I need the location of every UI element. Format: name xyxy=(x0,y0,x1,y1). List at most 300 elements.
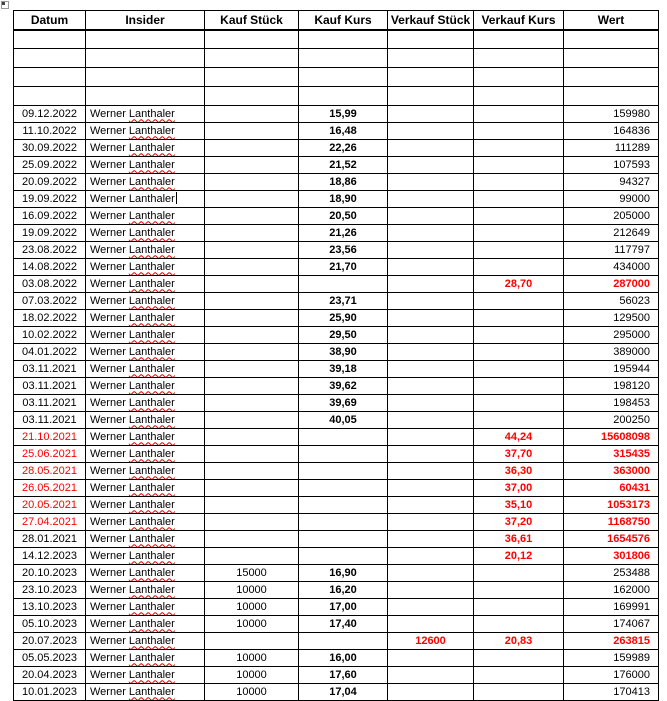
cell-insider[interactable] xyxy=(86,667,205,684)
cell-kauf-stueck[interactable] xyxy=(205,174,299,191)
cell-datum[interactable]: 10.01.2023 xyxy=(14,684,86,701)
cell-wert[interactable]: 200250 xyxy=(564,412,659,429)
cell-verkauf-kurs[interactable]: 20,83 xyxy=(474,633,564,650)
insider-first-name: Werner xyxy=(90,668,129,681)
cell-kauf-kurs[interactable] xyxy=(299,446,388,463)
cell-verkauf-stueck[interactable] xyxy=(388,650,474,667)
cell-wert[interactable]: 198120 xyxy=(564,378,659,395)
cell-insider[interactable] xyxy=(86,548,205,565)
cell-kauf-stueck[interactable] xyxy=(205,140,299,157)
cell-verkauf-stueck[interactable] xyxy=(388,276,474,293)
cell-wert[interactable]: 1168750 xyxy=(564,514,659,531)
cell-insider[interactable] xyxy=(86,106,205,123)
empty-cell-insider[interactable] xyxy=(86,87,205,106)
cell-datum[interactable]: 26.05.2021 xyxy=(14,480,86,497)
cell-verkauf-kurs[interactable]: 37,00 xyxy=(474,480,564,497)
cell-insider[interactable] xyxy=(86,361,205,378)
cell-verkauf-stueck[interactable] xyxy=(388,548,474,565)
cell-wert[interactable]: 1053173 xyxy=(564,497,659,514)
cell-insider[interactable] xyxy=(86,446,205,463)
cell-kauf-stueck[interactable] xyxy=(205,259,299,276)
cell-kauf-kurs[interactable]: 21,26 xyxy=(299,225,388,242)
cell-kauf-stueck[interactable] xyxy=(205,361,299,378)
insider-first-name: Werner xyxy=(90,124,129,137)
cell-verkauf-kurs[interactable] xyxy=(474,242,564,259)
cell-kauf-kurs[interactable]: 17,04 xyxy=(299,684,388,701)
cell-kauf-kurs[interactable] xyxy=(299,276,388,293)
cell-insider[interactable] xyxy=(86,242,205,259)
cell-kauf-kurs[interactable]: 39,18 xyxy=(299,361,388,378)
cell-verkauf-kurs[interactable]: 37,70 xyxy=(474,446,564,463)
cell-insider[interactable] xyxy=(86,650,205,667)
cell-insider[interactable] xyxy=(86,140,205,157)
cell-wert[interactable]: 169991 xyxy=(564,599,659,616)
cell-datum[interactable]: 21.10.2021 xyxy=(14,429,86,446)
cell-verkauf-kurs[interactable]: 36,61 xyxy=(474,531,564,548)
cell-insider[interactable] xyxy=(86,123,205,140)
column-header-wert[interactable]: Wert xyxy=(564,11,659,30)
cell-verkauf-kurs[interactable] xyxy=(474,344,564,361)
empty-cell-kauf_stueck[interactable] xyxy=(205,87,299,106)
cell-kauf-stueck[interactable] xyxy=(205,548,299,565)
cell-verkauf-kurs[interactable]: 36,30 xyxy=(474,463,564,480)
cell-kauf-kurs[interactable]: 39,69 xyxy=(299,395,388,412)
cell-datum[interactable]: 03.11.2021 xyxy=(14,412,86,429)
insider-trades-table xyxy=(13,10,659,701)
empty-cell-datum[interactable] xyxy=(14,87,86,106)
cell-verkauf-kurs[interactable] xyxy=(474,616,564,633)
cell-kauf-kurs[interactable]: 18,90 xyxy=(299,191,388,208)
cell-insider[interactable] xyxy=(86,191,205,208)
column-header-datum[interactable]: Datum xyxy=(14,11,86,30)
cell-kauf-kurs[interactable]: 15,99 xyxy=(299,106,388,123)
cell-insider[interactable] xyxy=(86,497,205,514)
cell-datum[interactable]: 03.11.2021 xyxy=(14,378,86,395)
cell-kauf-stueck[interactable]: 10000 xyxy=(205,684,299,701)
cell-insider[interactable] xyxy=(86,480,205,497)
cell-verkauf-kurs[interactable]: 20,12 xyxy=(474,548,564,565)
cell-kauf-stueck[interactable] xyxy=(205,395,299,412)
empty-cell-verkauf_kurs[interactable] xyxy=(474,30,564,49)
cell-kauf-kurs[interactable]: 21,52 xyxy=(299,157,388,174)
cell-insider[interactable] xyxy=(86,616,205,633)
cell-kauf-kurs[interactable]: 38,90 xyxy=(299,344,388,361)
table-row xyxy=(14,616,659,633)
cell-kauf-stueck[interactable] xyxy=(205,378,299,395)
cell-kauf-stueck[interactable] xyxy=(205,412,299,429)
cell-wert[interactable]: 315435 xyxy=(564,446,659,463)
empty-cell-insider[interactable] xyxy=(86,49,205,68)
cell-datum[interactable]: 25.09.2022 xyxy=(14,157,86,174)
cell-kauf-kurs[interactable]: 17,40 xyxy=(299,616,388,633)
cell-insider[interactable] xyxy=(86,327,205,344)
cell-verkauf-stueck[interactable] xyxy=(388,514,474,531)
cell-insider[interactable] xyxy=(86,276,205,293)
cell-verkauf-stueck[interactable] xyxy=(388,446,474,463)
cell-insider[interactable] xyxy=(86,463,205,480)
cell-wert[interactable]: 129500 xyxy=(564,310,659,327)
empty-cell-kauf_stueck[interactable] xyxy=(205,30,299,49)
cell-insider[interactable] xyxy=(86,293,205,310)
cell-verkauf-stueck[interactable] xyxy=(388,684,474,701)
cell-datum[interactable]: 23.10.2023 xyxy=(14,582,86,599)
cell-verkauf-stueck[interactable] xyxy=(388,344,474,361)
cell-datum[interactable]: 18.02.2022 xyxy=(14,310,86,327)
cell-verkauf-kurs[interactable] xyxy=(474,225,564,242)
cell-verkauf-stueck[interactable] xyxy=(388,616,474,633)
cell-wert[interactable]: 162000 xyxy=(564,582,659,599)
cell-datum[interactable]: 20.09.2022 xyxy=(14,174,86,191)
cell-verkauf-stueck[interactable] xyxy=(388,208,474,225)
cell-wert[interactable]: 1654576 xyxy=(564,531,659,548)
cell-wert[interactable]: 117797 xyxy=(564,242,659,259)
cell-datum[interactable]: 23.08.2022 xyxy=(14,242,86,259)
cell-insider[interactable] xyxy=(86,633,205,650)
empty-cell-wert[interactable] xyxy=(564,30,659,49)
cell-kauf-kurs[interactable]: 29,50 xyxy=(299,327,388,344)
cell-kauf-kurs[interactable]: 16,90 xyxy=(299,565,388,582)
cell-verkauf-kurs[interactable]: 28,70 xyxy=(474,276,564,293)
cell-insider[interactable] xyxy=(86,412,205,429)
cell-kauf-kurs[interactable] xyxy=(299,463,388,480)
cell-datum[interactable]: 28.01.2021 xyxy=(14,531,86,548)
cell-kauf-kurs[interactable]: 23,71 xyxy=(299,293,388,310)
cell-datum[interactable]: 10.02.2022 xyxy=(14,327,86,344)
cell-verkauf-stueck[interactable] xyxy=(388,242,474,259)
cell-verkauf-stueck[interactable] xyxy=(388,429,474,446)
cell-wert[interactable]: 253488 xyxy=(564,565,659,582)
cell-verkauf-kurs[interactable] xyxy=(474,157,564,174)
insider-first-name: Werner xyxy=(90,430,129,443)
cell-kauf-stueck[interactable] xyxy=(205,191,299,208)
cell-verkauf-kurs[interactable] xyxy=(474,667,564,684)
cell-kauf-stueck[interactable]: 10000 xyxy=(205,616,299,633)
cell-verkauf-stueck[interactable] xyxy=(388,480,474,497)
cell-verkauf-kurs[interactable] xyxy=(474,293,564,310)
cell-verkauf-kurs[interactable]: 37,20 xyxy=(474,514,564,531)
cell-verkauf-stueck[interactable] xyxy=(388,412,474,429)
cell-insider[interactable] xyxy=(86,157,205,174)
cell-kauf-stueck[interactable] xyxy=(205,429,299,446)
empty-cell-kauf_stueck[interactable] xyxy=(205,49,299,68)
cell-kauf-stueck[interactable] xyxy=(205,446,299,463)
empty-cell-kauf_kurs[interactable] xyxy=(299,49,388,68)
cell-insider[interactable] xyxy=(86,344,205,361)
cell-kauf-stueck[interactable] xyxy=(205,463,299,480)
cell-datum[interactable]: 14.08.2022 xyxy=(14,259,86,276)
cell-verkauf-kurs[interactable] xyxy=(474,123,564,140)
cell-datum[interactable]: 07.03.2022 xyxy=(14,293,86,310)
insider-first-name: Werner xyxy=(90,209,129,222)
empty-cell-insider[interactable] xyxy=(86,68,205,87)
cell-datum[interactable]: 09.12.2022 xyxy=(14,106,86,123)
cell-verkauf-stueck[interactable] xyxy=(388,395,474,412)
cell-kauf-stueck[interactable]: 10000 xyxy=(205,667,299,684)
cell-kauf-stueck[interactable] xyxy=(205,531,299,548)
column-header-insider[interactable]: Insider xyxy=(86,11,205,30)
cell-kauf-stueck[interactable]: 10000 xyxy=(205,582,299,599)
cell-kauf-kurs[interactable]: 18,86 xyxy=(299,174,388,191)
empty-cell-kauf_kurs[interactable] xyxy=(299,30,388,49)
column-header-kauf_stueck[interactable]: Kauf Stück xyxy=(205,11,299,30)
cell-wert[interactable]: 99000 xyxy=(564,191,659,208)
cell-insider[interactable] xyxy=(86,378,205,395)
cell-kauf-kurs[interactable] xyxy=(299,480,388,497)
insider-last-name: Lanthaler xyxy=(128,311,175,324)
cell-kauf-stueck[interactable] xyxy=(205,123,299,140)
cell-verkauf-kurs[interactable] xyxy=(474,310,564,327)
cell-wert[interactable]: 301806 xyxy=(564,548,659,565)
cell-verkauf-kurs[interactable] xyxy=(474,582,564,599)
cell-verkauf-kurs[interactable] xyxy=(474,412,564,429)
cell-verkauf-kurs[interactable] xyxy=(474,650,564,667)
empty-cell-insider[interactable] xyxy=(86,30,205,49)
cell-kauf-stueck[interactable]: 10000 xyxy=(205,599,299,616)
cell-insider[interactable] xyxy=(86,429,205,446)
column-header-verkauf_kurs[interactable]: Verkauf Kurs xyxy=(474,11,564,30)
cell-kauf-kurs[interactable]: 17,00 xyxy=(299,599,388,616)
cell-datum[interactable]: 25.06.2021 xyxy=(14,446,86,463)
cell-wert[interactable]: 159989 xyxy=(564,650,659,667)
insider-last-name: Lanthaler xyxy=(128,260,175,273)
cell-verkauf-kurs[interactable] xyxy=(474,599,564,616)
cell-kauf-kurs[interactable] xyxy=(299,429,388,446)
cell-wert[interactable]: 159980 xyxy=(564,106,659,123)
cell-datum[interactable]: 05.10.2023 xyxy=(14,616,86,633)
cell-verkauf-kurs[interactable] xyxy=(474,140,564,157)
cell-datum[interactable]: 04.01.2022 xyxy=(14,344,86,361)
cell-insider[interactable] xyxy=(86,531,205,548)
empty-cell-verkauf_kurs[interactable] xyxy=(474,49,564,68)
cell-wert[interactable]: 164836 xyxy=(564,123,659,140)
cell-datum[interactable]: 11.10.2022 xyxy=(14,123,86,140)
table-row xyxy=(14,429,659,446)
cell-kauf-stueck[interactable] xyxy=(205,242,299,259)
cell-verkauf-kurs[interactable] xyxy=(474,106,564,123)
cell-wert[interactable]: 195944 xyxy=(564,361,659,378)
cell-kauf-kurs[interactable]: 20,50 xyxy=(299,208,388,225)
cell-verkauf-kurs[interactable] xyxy=(474,191,564,208)
cell-datum[interactable]: 19.09.2022 xyxy=(14,191,86,208)
insider-last-name: Lanthaler xyxy=(128,481,175,494)
cell-verkauf-kurs[interactable] xyxy=(474,378,564,395)
cell-kauf-kurs[interactable]: 16,20 xyxy=(299,582,388,599)
cell-kauf-kurs[interactable] xyxy=(299,633,388,650)
cell-kauf-kurs[interactable]: 22,26 xyxy=(299,140,388,157)
cell-kauf-kurs[interactable]: 21,70 xyxy=(299,259,388,276)
cell-insider[interactable] xyxy=(86,395,205,412)
cell-wert[interactable]: 15608098 xyxy=(564,429,659,446)
cell-insider[interactable] xyxy=(86,582,205,599)
cell-verkauf-kurs[interactable] xyxy=(474,174,564,191)
cell-wert[interactable]: 212649 xyxy=(564,225,659,242)
insider-last-name: Lanthaler xyxy=(128,328,175,341)
cell-wert[interactable]: 111289 xyxy=(564,140,659,157)
cell-insider[interactable] xyxy=(86,684,205,701)
table-row xyxy=(14,412,659,429)
insider-first-name: Werner xyxy=(90,651,129,664)
cell-kauf-stueck[interactable] xyxy=(205,106,299,123)
cell-kauf-stueck[interactable] xyxy=(205,633,299,650)
cell-datum[interactable]: 03.08.2022 xyxy=(14,276,86,293)
cell-insider[interactable] xyxy=(86,259,205,276)
cell-kauf-kurs[interactable]: 16,00 xyxy=(299,650,388,667)
cell-verkauf-kurs[interactable] xyxy=(474,395,564,412)
cell-verkauf-kurs[interactable]: 44,24 xyxy=(474,429,564,446)
cell-kauf-stueck[interactable] xyxy=(205,514,299,531)
cell-wert[interactable]: 60431 xyxy=(564,480,659,497)
cell-kauf-stueck[interactable] xyxy=(205,327,299,344)
empty-cell-datum[interactable] xyxy=(14,68,86,87)
empty-cell-kauf_kurs[interactable] xyxy=(299,87,388,106)
cell-kauf-stueck[interactable] xyxy=(205,310,299,327)
cell-verkauf-kurs[interactable] xyxy=(474,208,564,225)
cell-verkauf-stueck[interactable] xyxy=(388,123,474,140)
column-header-verkauf_stueck[interactable]: Verkauf Stück xyxy=(388,11,474,30)
cell-verkauf-kurs[interactable] xyxy=(474,684,564,701)
cell-datum[interactable]: 20.10.2023 xyxy=(14,565,86,582)
cell-insider[interactable] xyxy=(86,565,205,582)
cell-verkauf-stueck[interactable] xyxy=(388,225,474,242)
cell-kauf-stueck[interactable] xyxy=(205,293,299,310)
cell-wert[interactable]: 198453 xyxy=(564,395,659,412)
cell-datum[interactable]: 19.09.2022 xyxy=(14,225,86,242)
empty-cell-verkauf_kurs[interactable] xyxy=(474,87,564,106)
cell-verkauf-stueck[interactable] xyxy=(388,667,474,684)
cell-insider[interactable] xyxy=(86,225,205,242)
table-row xyxy=(14,310,659,327)
cell-verkauf-kurs[interactable] xyxy=(474,259,564,276)
cell-wert[interactable]: 94327 xyxy=(564,174,659,191)
table-row xyxy=(14,327,659,344)
cell-datum[interactable]: 27.04.2021 xyxy=(14,514,86,531)
cell-datum[interactable]: 05.05.2023 xyxy=(14,650,86,667)
cell-datum[interactable]: 03.11.2021 xyxy=(14,361,86,378)
empty-cell-verkauf_stueck[interactable] xyxy=(388,49,474,68)
cell-datum[interactable]: 20.04.2023 xyxy=(14,667,86,684)
cell-insider[interactable] xyxy=(86,599,205,616)
cell-wert[interactable]: 56023 xyxy=(564,293,659,310)
cell-datum[interactable]: 20.07.2023 xyxy=(14,633,86,650)
empty-cell-wert[interactable] xyxy=(564,49,659,68)
cell-insider[interactable] xyxy=(86,514,205,531)
cell-verkauf-stueck[interactable]: 12600 xyxy=(388,633,474,650)
cell-kauf-kurs[interactable]: 39,62 xyxy=(299,378,388,395)
cell-kauf-kurs[interactable] xyxy=(299,497,388,514)
cell-kauf-kurs[interactable]: 25,90 xyxy=(299,310,388,327)
cell-verkauf-stueck[interactable] xyxy=(388,599,474,616)
cell-insider[interactable] xyxy=(86,310,205,327)
cell-wert[interactable]: 389000 xyxy=(564,344,659,361)
cell-verkauf-stueck[interactable] xyxy=(388,582,474,599)
empty-cell-kauf_kurs[interactable] xyxy=(299,68,388,87)
cell-kauf-kurs[interactable]: 23,56 xyxy=(299,242,388,259)
cell-wert[interactable]: 174067 xyxy=(564,616,659,633)
cell-verkauf-stueck[interactable] xyxy=(388,140,474,157)
cell-kauf-stueck[interactable] xyxy=(205,157,299,174)
cell-wert[interactable]: 107593 xyxy=(564,157,659,174)
cell-verkauf-kurs[interactable] xyxy=(474,327,564,344)
cell-verkauf-stueck[interactable] xyxy=(388,565,474,582)
cell-verkauf-stueck[interactable] xyxy=(388,259,474,276)
cell-insider[interactable] xyxy=(86,208,205,225)
insider-first-name: Werner xyxy=(90,243,129,256)
cell-wert[interactable]: 170413 xyxy=(564,684,659,701)
empty-cell-datum[interactable] xyxy=(14,30,86,49)
cell-kauf-stueck[interactable]: 15000 xyxy=(205,565,299,582)
empty-cell-kauf_stueck[interactable] xyxy=(205,68,299,87)
cell-verkauf-stueck[interactable] xyxy=(388,106,474,123)
cell-wert[interactable]: 434000 xyxy=(564,259,659,276)
cell-wert[interactable]: 205000 xyxy=(564,208,659,225)
cell-kauf-stueck[interactable] xyxy=(205,497,299,514)
cell-verkauf-stueck[interactable] xyxy=(388,157,474,174)
cell-wert[interactable]: 287000 xyxy=(564,276,659,293)
insider-first-name: Werner xyxy=(90,362,129,375)
table-row xyxy=(14,140,659,157)
cell-verkauf-stueck[interactable] xyxy=(388,191,474,208)
cell-kauf-kurs[interactable] xyxy=(299,548,388,565)
empty-cell-wert[interactable] xyxy=(564,87,659,106)
table-row xyxy=(14,633,659,650)
cell-datum[interactable]: 30.09.2022 xyxy=(14,140,86,157)
cell-datum[interactable]: 20.05.2021 xyxy=(14,497,86,514)
cell-kauf-kurs[interactable] xyxy=(299,514,388,531)
empty-cell-verkauf_stueck[interactable] xyxy=(388,68,474,87)
cell-kauf-stueck[interactable] xyxy=(205,276,299,293)
empty-cell-wert[interactable] xyxy=(564,68,659,87)
cell-verkauf-stueck[interactable] xyxy=(388,293,474,310)
cell-verkauf-kurs[interactable] xyxy=(474,565,564,582)
cell-datum[interactable]: 28.05.2021 xyxy=(14,463,86,480)
cell-verkauf-stueck[interactable] xyxy=(388,531,474,548)
cell-kauf-kurs[interactable]: 40,05 xyxy=(299,412,388,429)
empty-cell-verkauf_stueck[interactable] xyxy=(388,87,474,106)
cell-datum[interactable]: 03.11.2021 xyxy=(14,395,86,412)
cell-kauf-stueck[interactable] xyxy=(205,225,299,242)
empty-cell-verkauf_kurs[interactable] xyxy=(474,68,564,87)
cell-datum[interactable]: 13.10.2023 xyxy=(14,599,86,616)
cell-wert[interactable]: 295000 xyxy=(564,327,659,344)
column-header-kauf_kurs[interactable]: Kauf Kurs xyxy=(299,11,388,30)
cell-kauf-stueck[interactable] xyxy=(205,480,299,497)
insider-last-name: Lanthaler xyxy=(128,209,175,222)
cell-verkauf-stueck[interactable] xyxy=(388,310,474,327)
cell-verkauf-kurs[interactable] xyxy=(474,361,564,378)
cell-datum[interactable]: 14.12.2023 xyxy=(14,548,86,565)
cell-kauf-stueck[interactable]: 10000 xyxy=(205,650,299,667)
cell-kauf-stueck[interactable] xyxy=(205,344,299,361)
cell-kauf-kurs[interactable]: 17,60 xyxy=(299,667,388,684)
cell-verkauf-stueck[interactable] xyxy=(388,463,474,480)
cell-verkauf-kurs[interactable]: 35,10 xyxy=(474,497,564,514)
cell-wert[interactable]: 263815 xyxy=(564,633,659,650)
cell-verkauf-stueck[interactable] xyxy=(388,497,474,514)
cell-wert[interactable]: 176000 xyxy=(564,667,659,684)
cell-verkauf-stueck[interactable] xyxy=(388,174,474,191)
cell-kauf-kurs[interactable]: 16,48 xyxy=(299,123,388,140)
empty-cell-datum[interactable] xyxy=(14,49,86,68)
cell-insider[interactable] xyxy=(86,174,205,191)
cell-wert[interactable]: 363000 xyxy=(564,463,659,480)
cell-kauf-stueck[interactable] xyxy=(205,208,299,225)
cell-kauf-kurs[interactable] xyxy=(299,531,388,548)
cell-datum[interactable]: 16.09.2022 xyxy=(14,208,86,225)
cell-verkauf-stueck[interactable] xyxy=(388,327,474,344)
cell-verkauf-stueck[interactable] xyxy=(388,378,474,395)
empty-cell-verkauf_stueck[interactable] xyxy=(388,30,474,49)
cell-verkauf-stueck[interactable] xyxy=(388,361,474,378)
